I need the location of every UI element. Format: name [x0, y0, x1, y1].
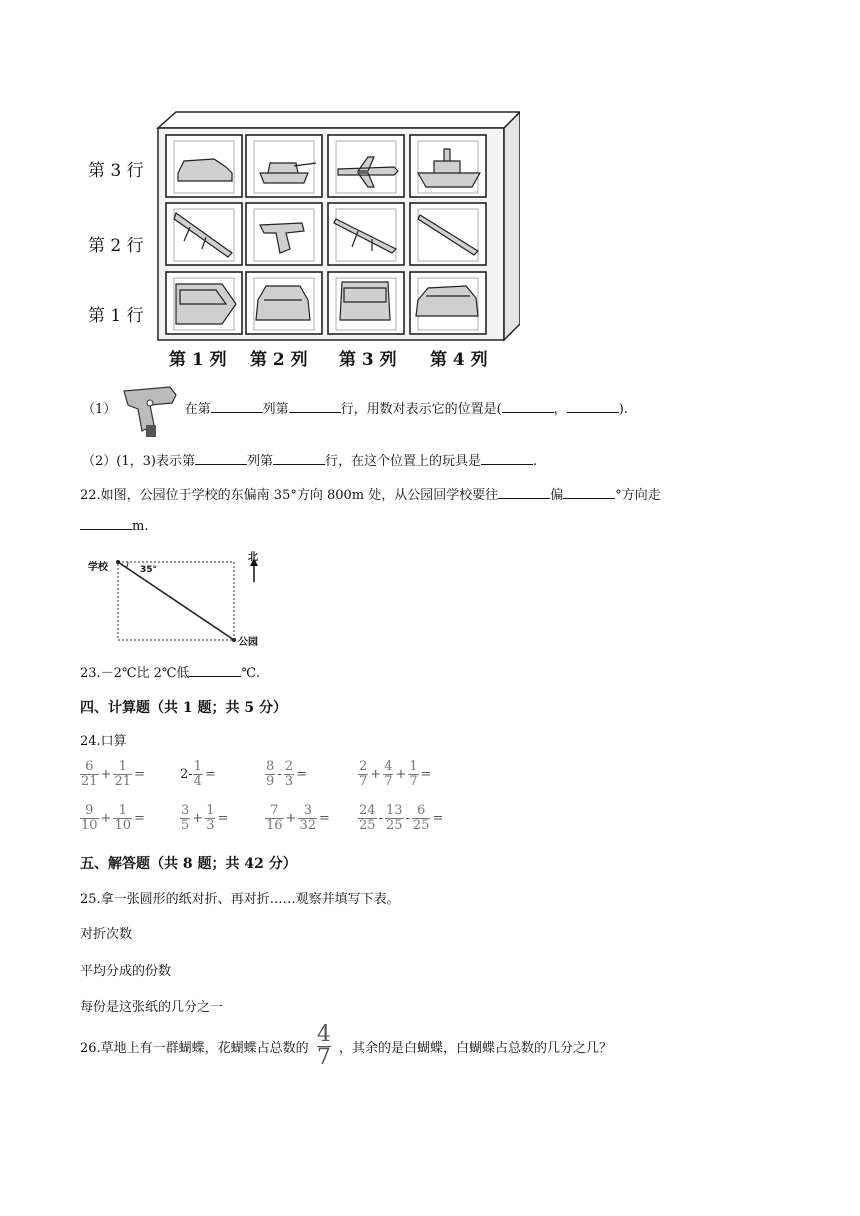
row-label-2: 第 2 行 — [88, 236, 144, 256]
equals-sign: = — [432, 811, 444, 826]
fraction — [358, 760, 368, 789]
q21-p1-t4: ， — [553, 402, 567, 417]
equals-sign: = — [204, 767, 216, 782]
operator: + — [100, 811, 112, 826]
q22-line2 — [80, 518, 148, 534]
fraction-numerator: 3 — [298, 804, 317, 819]
col-label-4: 第 4 列 — [430, 350, 488, 370]
fraction-numerator: 2 — [284, 759, 293, 774]
bus-icon — [328, 272, 404, 334]
fraction — [383, 760, 393, 789]
fraction-numerator: 2 — [359, 759, 368, 774]
fraction-denominator: 10 — [81, 818, 98, 833]
q23-t2: ℃. — [241, 666, 261, 681]
fraction — [113, 804, 132, 833]
sedan-icon — [246, 272, 322, 334]
answer-blank[interactable] — [189, 665, 241, 677]
fraction-denominator: 10 — [114, 818, 131, 833]
answer-blank[interactable] — [502, 401, 554, 413]
q21-p2-t1: （2）(1，3)表示第 — [82, 454, 195, 469]
fraction-numerator: 4 — [384, 759, 393, 774]
fraction-denominator: 7 — [384, 774, 393, 789]
section-5-heading: 五、解答题（共 8 题；共 42 分） — [80, 856, 297, 872]
section-4-heading: 四、计算题（共 1 题；共 5 分） — [80, 700, 287, 716]
fraction-denominator: 3 — [284, 774, 293, 789]
fraction — [298, 804, 317, 833]
train-icon — [166, 272, 242, 334]
q21-p2-t4: . — [533, 454, 538, 469]
q23-t1: 23.－2℃比 2℃低 — [80, 666, 190, 681]
q21-p2-t3: 行，在这个位置上的玩具是 — [324, 454, 481, 469]
fraction — [80, 760, 99, 789]
pistol-icon — [120, 381, 180, 439]
q25-table-row-2: 平均分成的份数 — [80, 964, 172, 979]
answer-blank[interactable] — [195, 453, 247, 465]
q23 — [80, 662, 260, 681]
q25-table-row-1: 对折次数 — [80, 927, 133, 942]
q22-t2: 偏 — [550, 488, 564, 503]
col-label-1: 第 1 列 — [169, 350, 227, 370]
fraction — [385, 804, 404, 833]
fraction-denominator: 32 — [299, 818, 316, 833]
jeep-icon — [410, 272, 486, 334]
fraction — [205, 804, 215, 833]
q21-p1-t2: 列第 — [262, 402, 289, 417]
q21-p2-t2: 列第 — [246, 454, 273, 469]
q22-t3: °方向走 — [615, 488, 661, 503]
col-label-2: 第 2 列 — [250, 350, 308, 370]
fraction-numerator: 1 — [206, 803, 215, 818]
q21-p1-t3: 行，用数对表示它的位置是( — [340, 402, 502, 417]
fraction — [284, 760, 294, 789]
equals-sign: = — [134, 811, 145, 826]
q26-t2: ，其余的是白蝴蝶，白蝴蝶占总数的几分之几？ — [338, 1041, 612, 1056]
equals-sign: = — [420, 767, 432, 782]
answer-blank[interactable] — [563, 487, 615, 499]
equals-sign: = — [217, 811, 229, 826]
fraction-numerator: 24 — [359, 803, 376, 818]
operator: + — [285, 811, 297, 826]
q26 — [80, 1024, 612, 1069]
answer-blank[interactable] — [80, 518, 132, 530]
fraction-numerator: 1 — [193, 759, 202, 774]
q21-p1-t5: ). — [618, 402, 628, 417]
q24-title: 24.口算 — [80, 734, 127, 749]
shelf-frame — [80, 108, 520, 373]
operator: - — [277, 767, 282, 782]
fraction-denominator: 7 — [359, 774, 368, 789]
q24-row2 — [80, 804, 780, 840]
answer-blank[interactable] — [211, 401, 263, 413]
fraction — [265, 760, 275, 789]
fraction-denominator: 16 — [266, 818, 283, 833]
school-label: 学校 — [88, 562, 108, 573]
calc-expression — [80, 804, 147, 833]
fraction — [265, 804, 284, 833]
fraction-denominator: 21 — [114, 774, 131, 789]
q22-t4: m. — [132, 519, 149, 534]
fraction-denominator: 5 — [181, 818, 190, 833]
rifle-icon — [166, 203, 242, 265]
fraction-numerator: 6 — [412, 804, 431, 819]
fraction-numerator: 1 — [409, 759, 418, 774]
equals-sign: = — [319, 811, 330, 826]
fraction — [358, 804, 377, 833]
col-label-3: 第 3 列 — [339, 350, 397, 370]
operator: - — [378, 811, 383, 826]
fraction-numerator: 3 — [181, 803, 190, 818]
fraction-denominator: 21 — [81, 774, 98, 789]
answer-blank[interactable] — [567, 401, 619, 413]
fraction-denominator: 4 — [193, 774, 202, 789]
fraction-denominator: 9 — [266, 774, 275, 789]
fraction — [80, 804, 99, 833]
fraction — [113, 760, 132, 789]
operator: + — [370, 767, 382, 782]
calc-expression — [180, 760, 218, 789]
q25-title: 25.拿一张圆形的纸对折、再对折……观察并填写下表。 — [80, 892, 400, 907]
equals-sign: = — [134, 767, 145, 782]
equals-sign: = — [295, 767, 307, 782]
fraction — [193, 760, 203, 789]
q26-t1: 26.草地上有一群蝴蝶，花蝴蝶占总数的 — [80, 1041, 309, 1056]
fraction-numerator: 4 — [316, 1022, 331, 1047]
operator: + — [100, 767, 112, 782]
fraction-numerator: 7 — [265, 804, 284, 819]
q25-table-row-3: 每份是这张纸的几分之一 — [80, 1000, 224, 1015]
calc-expression — [180, 804, 230, 833]
fraction-denominator: 25 — [412, 818, 430, 833]
fraction-denominator: 7 — [409, 774, 418, 789]
fraction — [412, 804, 431, 833]
calc-expression — [265, 760, 309, 789]
ship-icon — [410, 135, 486, 197]
expression-lead: 2- — [180, 767, 193, 782]
row-label-1: 第 1 行 — [88, 306, 144, 326]
answer-blank[interactable] — [289, 401, 341, 413]
fraction-numerator: 1 — [113, 760, 132, 775]
shotgun-icon — [410, 203, 486, 265]
pistol-icon — [246, 203, 322, 265]
q21-part1 — [82, 398, 628, 417]
q22-t1: 22.如图，公园位于学校的东偏南 35°方向 800m 处，从公园回学校要往 — [80, 488, 499, 503]
answer-blank[interactable] — [481, 453, 533, 465]
answer-blank[interactable] — [498, 487, 550, 499]
fraction-numerator: 1 — [113, 804, 132, 819]
calc-expression — [358, 760, 434, 789]
machine-gun-icon — [328, 203, 404, 265]
fraction-denominator: 3 — [206, 818, 215, 833]
calc-expression — [265, 804, 332, 833]
fraction-denominator: 25 — [359, 818, 376, 833]
fraction-denominator: 7 — [316, 1045, 331, 1070]
q21-part2 — [82, 450, 537, 469]
fraction — [408, 760, 418, 789]
q21-p1-prefix: （1） — [82, 402, 117, 417]
fraction-numerator: 9 — [80, 804, 99, 819]
fraction — [180, 804, 190, 833]
park-label: 公园 — [238, 637, 258, 648]
airplane-icon — [328, 135, 404, 197]
answer-blank[interactable] — [273, 453, 325, 465]
q22-line1 — [80, 484, 661, 503]
calc-expression — [358, 804, 445, 833]
car-icon — [166, 135, 242, 197]
row-label-3: 第 3 行 — [88, 161, 144, 181]
north-label: 北 — [248, 552, 258, 563]
angle-label: 35° — [140, 565, 158, 575]
fraction-numerator: 8 — [266, 759, 275, 774]
fraction-numerator: 6 — [80, 760, 99, 775]
calc-expression — [80, 760, 147, 789]
tank-icon — [246, 135, 322, 197]
toy-shelf-figure — [80, 108, 520, 373]
fraction-denominator: 25 — [385, 818, 403, 833]
fraction-numerator: 13 — [385, 803, 403, 818]
operator: + — [192, 811, 204, 826]
q24-row1 — [80, 760, 780, 796]
operator: + — [395, 767, 407, 782]
q21-p1-t1: 在第 — [184, 402, 211, 417]
operator: - — [405, 811, 410, 826]
q26-fraction — [317, 1024, 331, 1069]
